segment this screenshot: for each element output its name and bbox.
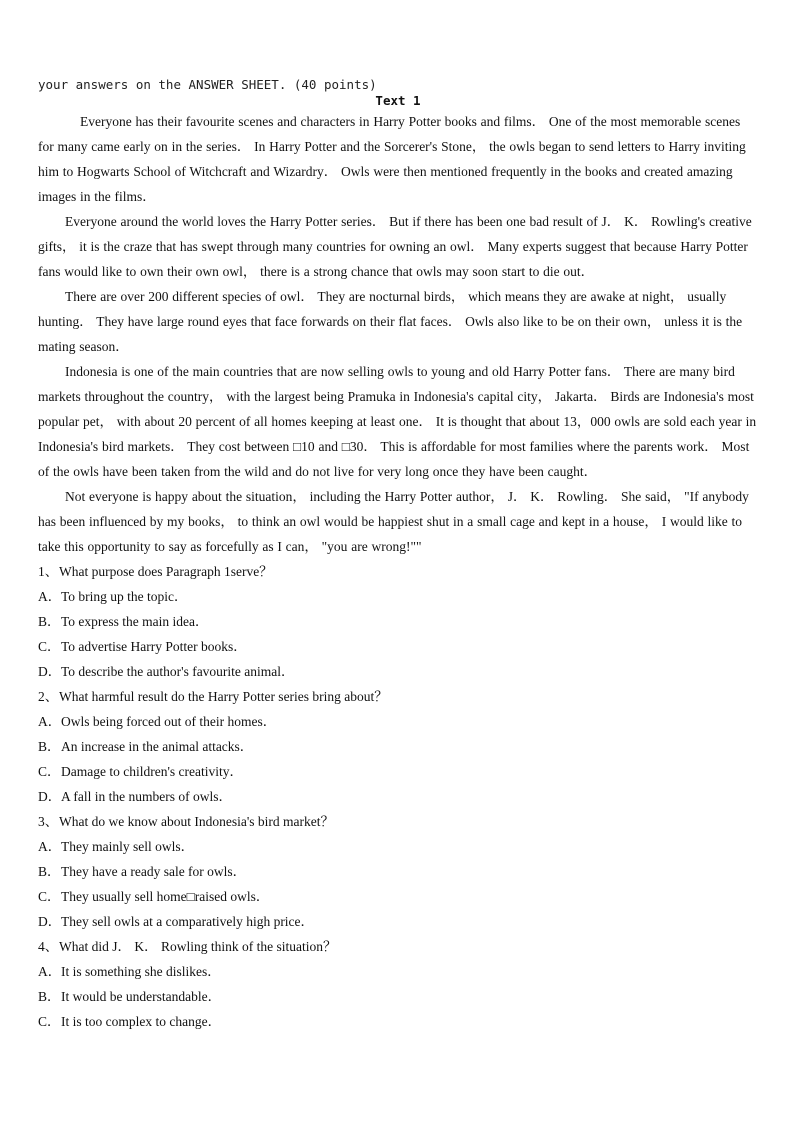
option-3c[interactable]: C．They usually sell home□raised owls． — [38, 889, 270, 904]
question-1 — [38, 559, 758, 584]
question-number: 4、 — [38, 939, 59, 954]
passage-paragraph-3: There are over 200 different species of owl． They are nocturnal birds， which means they are awake at night， usually hunting． They have large round eyes that face forwards on their flat faces． Owls also like to be on their own， unless it is the mating season． — [38, 289, 743, 354]
option-1a[interactable]: A．To bring up the topic． — [38, 589, 188, 604]
option-1c[interactable]: C．To advertise Harry Potter books． — [38, 639, 247, 654]
question-number: 2、 — [38, 689, 59, 704]
reading-passage — [38, 109, 758, 559]
option-3b[interactable]: B．They have a ready sale for owls． — [38, 864, 247, 879]
option-2b[interactable]: B．An increase in the animal attacks． — [38, 739, 254, 754]
question-4 — [38, 934, 758, 959]
option-3d[interactable]: D．They sell owls at a comparatively high price． — [38, 914, 315, 929]
passage-paragraph-5: Not everyone is happy about the situation， including the Harry Potter author， J． K． Rowling． She said， "If anybody has been influenced by my books， to think an owl would be happiest shut in a small cage and kept in a house， I would like to take this opportunity to say as forcefully as I can， "you are wrong!"" — [38, 489, 749, 554]
option-2d[interactable]: D．A fall in the numbers of owls． — [38, 789, 232, 804]
question-number: 1、 — [38, 564, 59, 579]
question-2 — [38, 684, 758, 709]
passage-paragraph-1: Everyone has their favourite scenes and characters in Harry Potter books and films． One of the most memorable scenes for many came early on in the series． In Harry Potter and the Sorcerer's Stone， the owls began to send letters to Harry inviting him to Hogwarts School of Witchcraft and Wizardry． Owls were then mentioned frequently in the books and created amazing images in the films． — [38, 114, 746, 204]
question-stem: What do we know about Indonesia's bird market？ — [59, 814, 334, 829]
question-stem: What did J． K． Rowling think of the situation？ — [59, 939, 337, 954]
option-3a[interactable]: A．They mainly sell owls． — [38, 839, 195, 854]
option-1b[interactable]: B．To express the main idea． — [38, 614, 209, 629]
question-3 — [38, 809, 758, 834]
option-2a[interactable]: A．Owls being forced out of their homes． — [38, 714, 277, 729]
question-stem: What harmful result do the Harry Potter series bring about？ — [59, 689, 388, 704]
exam-page — [38, 76, 758, 1034]
passage-paragraph-4: Indonesia is one of the main countries that are now selling owls to young and old Harry Potter fans． There are many bird markets throughout the country， with the largest being Pramuka in Indonesia's capital city， Jakarta． Birds are Indonesia's most popular pet， with about 20 percent of all homes keeping at least one． It is thought that about 13，000 owls are sold each year in Indonesia's bird markets． They cost between □10 and □30． This is affordable for most families where the parents work． Most of the owls have been taken from the wild and do not live for very long once they have been caught． — [38, 364, 757, 479]
question-stem: What purpose does Paragraph 1serve？ — [59, 564, 273, 579]
passage-paragraph-2: Everyone around the world loves the Harry Potter series． But if there has been one bad result of J． K． Rowling's creative gifts， it is the craze that has swept through many countries for owning an owl． Many experts suggest that because Harry Potter fans would like to own their own owl， there is a strong chance that owls may soon start to die out． — [38, 214, 752, 279]
text-title: Text 1 — [375, 93, 421, 108]
option-2c[interactable]: C．Damage to children's creativity． — [38, 764, 243, 779]
section-instruction: your answers on the ANSWER SHEET. (40 points) — [38, 77, 377, 92]
option-1d[interactable]: D．To describe the author's favourite animal． — [38, 664, 295, 679]
question-number: 3、 — [38, 814, 59, 829]
option-4b[interactable]: B．It would be understandable． — [38, 989, 222, 1004]
option-4a[interactable]: A．It is something she dislikes． — [38, 964, 221, 979]
option-4c[interactable]: C．It is too complex to change． — [38, 1014, 222, 1029]
question-list — [38, 559, 758, 1034]
